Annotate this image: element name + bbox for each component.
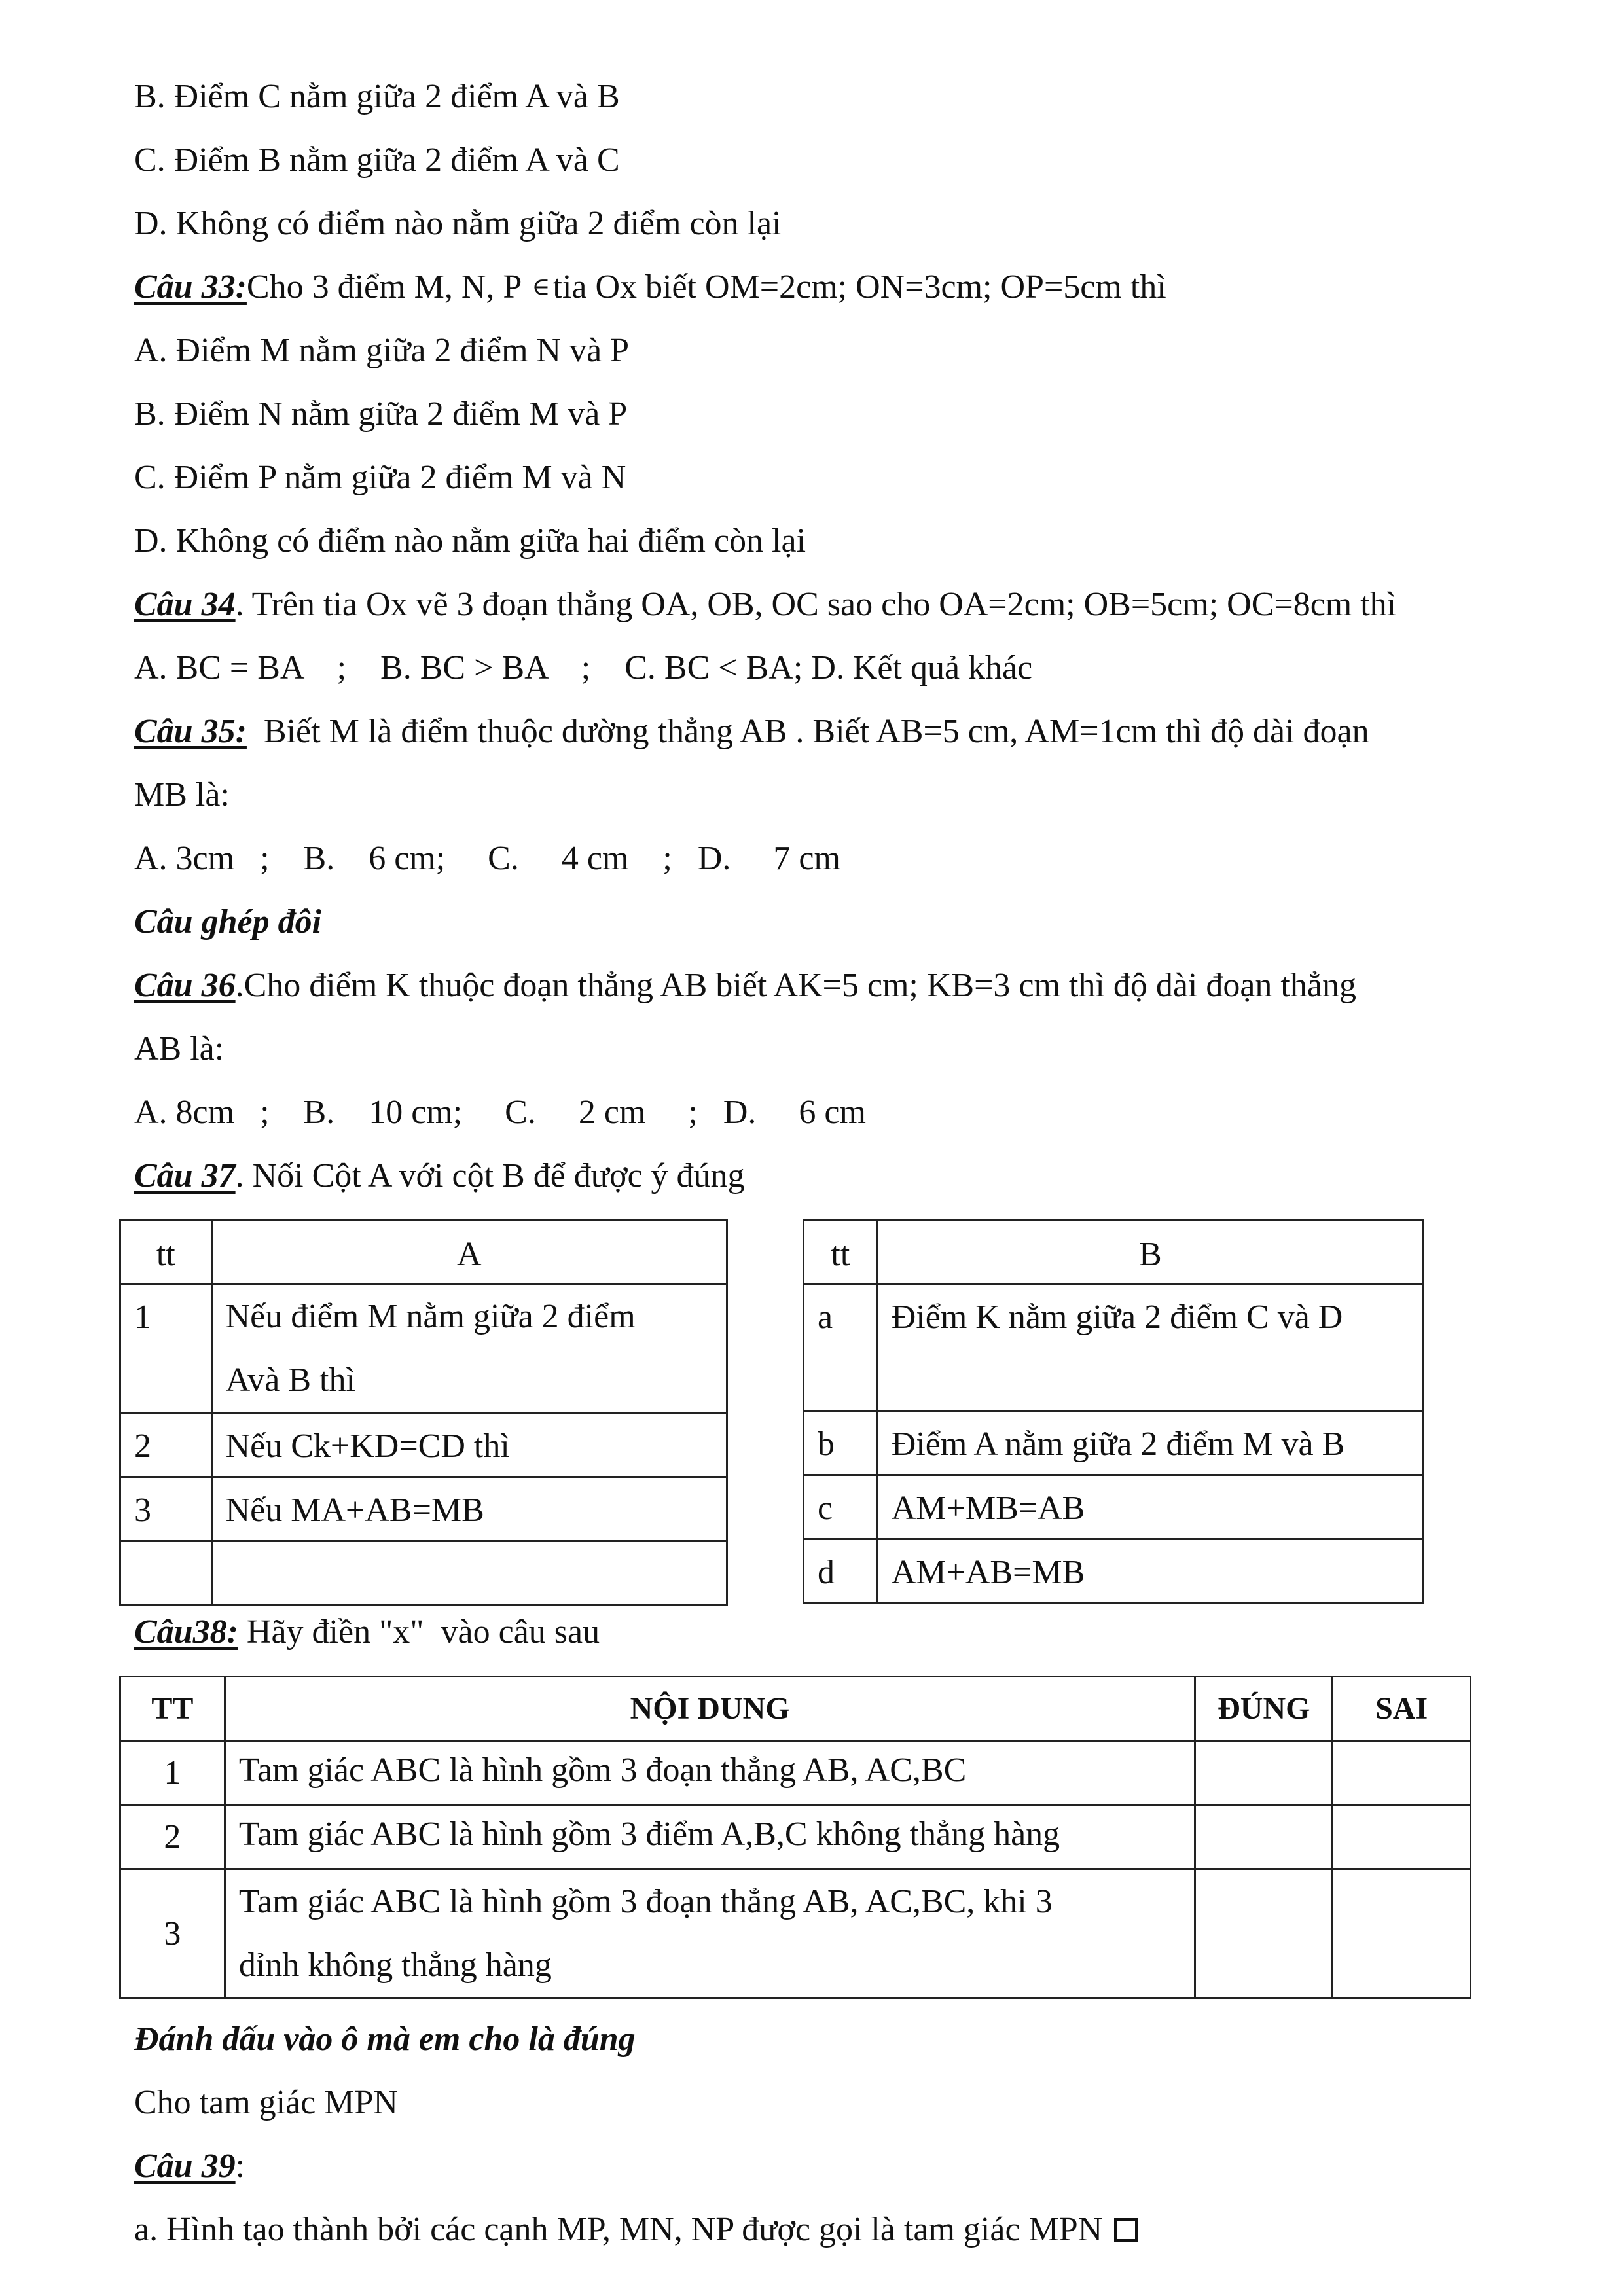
question-35-label: Câu 35: (134, 713, 247, 750)
table-b-row-a-tt: a (804, 1284, 878, 1411)
q35-options: A. 3cm ; B. 6 cm; C. 4 cm ; D. 7 cm (134, 840, 840, 877)
table-a-row-1-line2: Avà B thì (225, 1361, 355, 1399)
table-a-row-2-tt: 2 (120, 1413, 212, 1477)
question-33-text-after: tia Ox biết OM=2cm; ON=3cm; OP=5cm thì (552, 268, 1166, 306)
table-a-row-3-tt: 3 (120, 1477, 212, 1541)
table-b-row-d-content: AM+AB=MB (877, 1539, 1423, 1604)
table-b-row-c-tt: c (804, 1475, 878, 1539)
question-36 (134, 969, 1356, 1003)
table-b-header-b: B (877, 1220, 1423, 1284)
table-a-row-3-content: Nếu MA+AB=MB (211, 1477, 727, 1541)
table-a-row-4-content (211, 1541, 727, 1605)
question-36-text: .Cho điểm K thuộc đoạn thẳng AB biết AK=5 cm; KB=3 cm thì độ dài đoạn thẳng (235, 967, 1356, 1004)
q39-option-a: a. Hình tạo thành bởi các cạnh MP, MN, NP được gọi là tam giác MPN (134, 2211, 1103, 2248)
tf-row-1-false-cell[interactable] (1333, 1741, 1471, 1805)
q33-option-d: D. Không có điểm nào nằm giữa hai điểm còn lại (134, 522, 806, 560)
q39-option-a-line (134, 2213, 1138, 2247)
option-c-top: C. Điểm B nằm giữa 2 điểm A và C (134, 141, 620, 179)
q33-option-b: B. Điểm N nằm giữa 2 điểm M và P (134, 395, 628, 433)
tf-row-2-false-cell[interactable] (1333, 1805, 1471, 1869)
table-row (804, 1475, 1424, 1539)
question-37-text: . Nối Cột A với cột B để được ý đúng (235, 1157, 745, 1194)
table-a-row-1-line1: Nếu điểm M nằm giữa 2 điểm (225, 1298, 636, 1335)
matching-table-a (119, 1219, 728, 1606)
table-a-row-4-tt (120, 1541, 212, 1605)
option-d-top: D. Không có điểm nào nằm giữa 2 điểm còn lại (134, 205, 782, 242)
tf-header-true: ĐÚNG (1195, 1677, 1333, 1741)
table-row (804, 1284, 1424, 1411)
table-row (120, 1413, 727, 1477)
tf-row-1-tt: 1 (120, 1741, 225, 1805)
table-a-header-a: A (211, 1220, 727, 1284)
tf-row-3-tt: 3 (120, 1869, 225, 1998)
option-b-top: B. Điểm C nằm giữa 2 điểm A và B (134, 78, 620, 115)
question-35-text: Biết M là điểm thuộc dường thẳng AB . Biết AB=5 cm, AM=1cm thì độ dài đoạn (246, 713, 1369, 750)
tf-header-false: SAI (1333, 1677, 1471, 1741)
question-38-text: Hãy điền "x" vào câu sau (238, 1613, 600, 1651)
table-row (804, 1411, 1424, 1475)
checkbox-icon[interactable] (1114, 2218, 1138, 2242)
question-34 (134, 588, 1396, 622)
question-37 (134, 1159, 745, 1193)
tf-row-3-content (225, 1869, 1195, 1998)
table-b-row-c-content: AM+MB=AB (877, 1475, 1423, 1539)
q36-options: A. 8cm ; B. 10 cm; C. 2 cm ; D. 6 cm (134, 1094, 866, 1131)
question-35 (134, 715, 1369, 749)
element-of-symbol: ∈ (532, 274, 550, 301)
tf-header-content: NỘI DUNG (225, 1677, 1195, 1741)
question-39-label: Câu 39 (134, 2147, 236, 2185)
table-row (120, 1541, 727, 1605)
matching-table-b (803, 1219, 1424, 1604)
section-pair-heading: Câu ghép đôi (134, 903, 322, 941)
question-35-text-cont: MB là: (134, 776, 230, 814)
question-39 (134, 2149, 245, 2183)
question-34-label: Câu 34 (134, 586, 236, 623)
table-row (120, 1805, 1471, 1869)
question-39-colon: : (235, 2147, 245, 2185)
section-check-heading: Đánh dấu vào ô mà em cho là đúng (134, 2020, 636, 2058)
table-a-row-2-content: Nếu Ck+KD=CD thì (211, 1413, 727, 1477)
table-a-row-1-tt: 1 (120, 1284, 212, 1413)
tf-row-2-content: Tam giác ABC là hình gồm 3 điểm A,B,C không thẳng hàng (225, 1805, 1195, 1869)
tf-row-2-tt: 2 (120, 1805, 225, 1869)
tf-row-3-line1: Tam giác ABC là hình gồm 3 đoạn thẳng AB, AC,BC, khi 3 (238, 1883, 1053, 1920)
tf-header-tt: TT (120, 1677, 225, 1741)
table-b-row-d-tt: d (804, 1539, 878, 1604)
table-b-row-a-content: Điểm K nằm giữa 2 điểm C và D (877, 1284, 1423, 1411)
tf-row-3-true-cell[interactable] (1195, 1869, 1333, 1998)
true-false-table (119, 1676, 1471, 1999)
question-37-label: Câu 37 (134, 1157, 236, 1194)
q33-option-c: C. Điểm P nằm giữa 2 điểm M và N (134, 459, 626, 496)
question-38-label: Câu38: (134, 1613, 238, 1651)
question-38 (134, 1615, 600, 1649)
table-b-row-b-content: Điểm A nằm giữa 2 điểm M và B (877, 1411, 1423, 1475)
q33-option-a: A. Điểm M nằm giữa 2 điểm N và P (134, 332, 630, 369)
table-row (120, 1741, 1471, 1805)
question-33 (134, 270, 1166, 304)
tf-row-3-line2: dỉnh không thẳng hàng (238, 1946, 552, 1984)
tf-row-1-content: Tam giác ABC là hình gồm 3 đoạn thẳng AB, AC,BC (225, 1741, 1195, 1805)
table-row (120, 1869, 1471, 1998)
q34-options: A. BC = BA ; B. BC > BA ; C. BC < BA; D. Kết quả khác (134, 649, 1033, 687)
table-b-header-tt: tt (804, 1220, 878, 1284)
tf-row-2-true-cell[interactable] (1195, 1805, 1333, 1869)
question-36-text-cont: AB là: (134, 1030, 225, 1067)
table-row (120, 1477, 727, 1541)
table-a-row-1-content (211, 1284, 727, 1413)
table-row (120, 1284, 727, 1413)
tf-row-1-true-cell[interactable] (1195, 1741, 1333, 1805)
table-a-header-tt: tt (120, 1220, 212, 1284)
tf-row-3-false-cell[interactable] (1333, 1869, 1471, 1998)
question-33-text-before: Cho 3 điểm M, N, P (246, 268, 530, 306)
triangle-intro: Cho tam giác MPN (134, 2084, 398, 2121)
question-36-label: Câu 36 (134, 967, 236, 1004)
table-row (804, 1539, 1424, 1604)
question-33-label: Câu 33: (134, 268, 247, 306)
question-34-text: . Trên tia Ox vẽ 3 đoạn thẳng OA, OB, OC sao cho OA=2cm; OB=5cm; OC=8cm thì (235, 586, 1397, 623)
table-b-row-b-tt: b (804, 1411, 878, 1475)
